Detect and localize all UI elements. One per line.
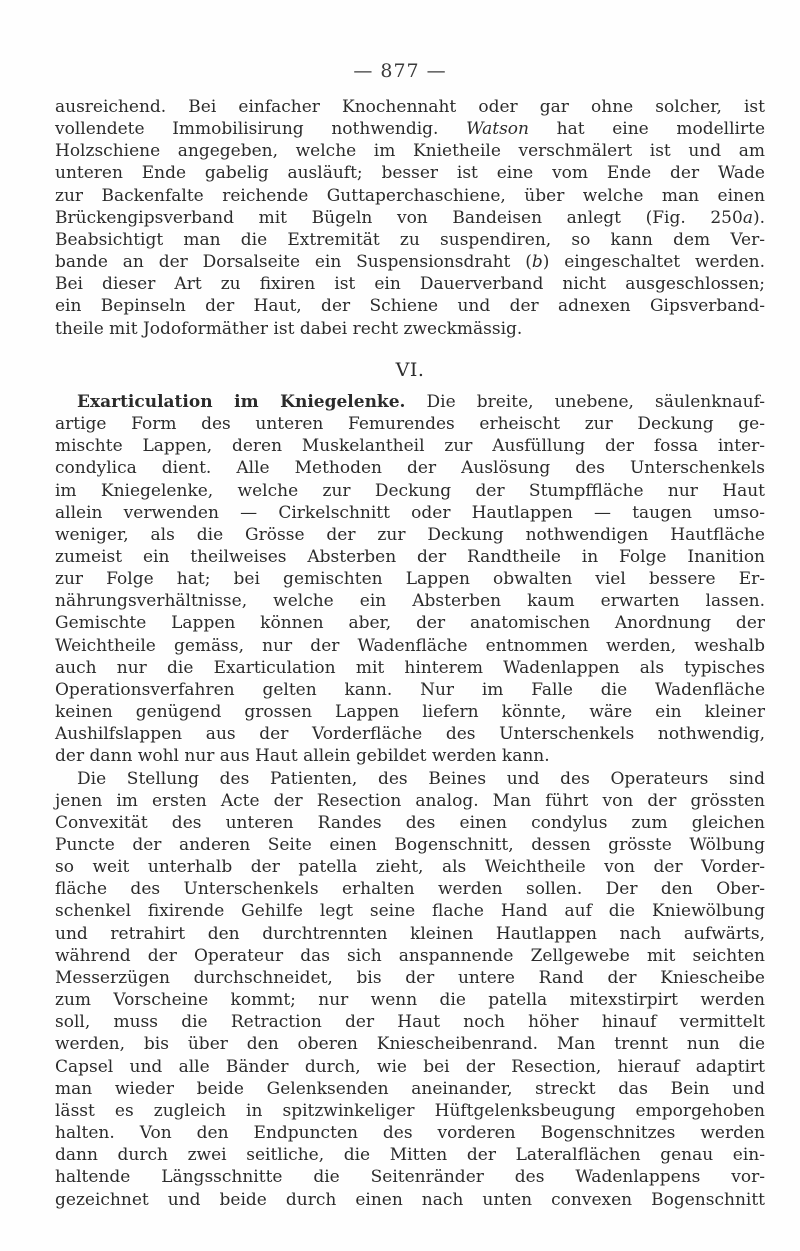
- figure-ref-letter: b: [531, 252, 543, 273]
- text-line: jenen im ersten Acte der Resection analog. Man führt von der grössten: [55, 790, 765, 811]
- text-line: Operationsverfahren gelten kann. Nur im Falle die Wadenfläche: [55, 679, 765, 700]
- text-line: Aushilfslappen aus der Vorderfläche des Unterschenkels nothwendig,: [55, 724, 765, 745]
- text-line: Beabsichtigt man die Extremität zu suspendiren, so kann dem Ver-: [55, 229, 765, 250]
- text-line: während der Operateur das sich anspannende Zellgewebe mit seichten: [55, 945, 765, 966]
- page-body: [55, 96, 765, 1211]
- section-heading: VI.: [395, 358, 425, 381]
- text-line: zumeist ein theilweises Absterben der Randtheile in Folge Inanition: [55, 546, 765, 567]
- section-title: Exarticulation im Kniegelenke.: [77, 391, 406, 412]
- text-line: schenkel fixirende Gehilfe legt seine flache Hand auf die Kniewölbung: [55, 901, 765, 922]
- text-segment: Brückengipsverband mit Bügeln von Bandeisen anlegt (Fig. 250: [55, 207, 743, 228]
- text-segment: vollendete Immobilisirung nothwendig.: [55, 119, 439, 140]
- text-line: man wieder beide Gelenksenden aneinander, streckt das Bein und: [55, 1078, 765, 1099]
- text-line: [55, 207, 765, 229]
- text-line: haltende Längsschnitte die Seitenränder des Wadenlappens vor-: [55, 1167, 765, 1188]
- text-line: condylica dient. Alle Methoden der Auslösung des Unterschenkels: [55, 458, 765, 479]
- text-line: Messerzügen durchschneidet, bis der untere Rand der Kniescheibe: [55, 967, 765, 988]
- text-line: gezeichnet und beide durch einen nach unten convexen Bogenschnitt: [55, 1189, 765, 1210]
- text-segment: ) eingeschaltet werden.: [542, 252, 765, 273]
- text-line: fläche des Unterschenkels erhalten werden sollen. Der den Ober-: [55, 879, 765, 900]
- text-line: nährungsverhältnisse, welche ein Absterben kaum erwarten lassen.: [55, 591, 765, 612]
- text-line: zur Folge hat; bei gemischten Lappen obwalten viel bessere Er-: [55, 569, 765, 590]
- text-line: [55, 118, 765, 140]
- text-line: zur Backenfalte reichende Guttaperchaschiene, über welche man einen: [55, 185, 765, 206]
- page-number: — 877 —: [353, 60, 447, 82]
- author-name-watson: Watson: [466, 119, 529, 140]
- text-line: weniger, als die Grösse der zur Deckung nothwendigen Hautfläche: [55, 524, 765, 545]
- figure-ref-letter: a: [742, 207, 753, 228]
- text-line: mischte Lappen, deren Muskelantheil zur Ausfüllung der fossa inter-: [55, 436, 765, 457]
- text-segment: bande an der Dorsalseite ein Suspensionsdraht (: [55, 252, 532, 273]
- text-line: Convexität des unteren Randes des einen condylus zum gleichen: [55, 812, 765, 833]
- text-line: im Kniegelenke, welche zur Deckung der Stumpffläche nur Haut: [55, 480, 765, 501]
- text-line: dann durch zwei seitliche, die Mitten der Lateralflächen genau ein-: [55, 1145, 765, 1166]
- text-line: der dann wohl nur aus Haut allein gebildet werden kann.: [55, 746, 550, 767]
- text-line: [55, 251, 765, 273]
- text-line: auch nur die Exarticulation mit hinterem Wadenlappen als typisches: [55, 657, 765, 678]
- text-line: zum Vorscheine kommt; nur wenn die patella mitexstirpirt werden: [55, 990, 765, 1011]
- text-segment: hat eine modellirte: [556, 119, 765, 140]
- text-line: ausreichend. Bei einfacher Knochennaht oder gar ohne solcher, ist: [55, 97, 765, 117]
- text-line: Gemischte Lappen können aber, der anatomischen Anordnung der: [55, 613, 765, 634]
- text-line: soll, muss die Retraction der Haut noch höher hinauf vermittelt: [55, 1012, 765, 1033]
- text-line: ein Bepinseln der Haut, der Schiene und der adnexen Gipsverband-: [55, 296, 765, 317]
- text-line: [55, 391, 765, 413]
- text-line: und retrahirt den durchtrennten kleinen Hautlappen nach aufwärts,: [55, 923, 765, 944]
- text-line: lässt es zugleich in spitzwinkeliger Hüftgelenksbeugung emporgehoben: [55, 1100, 765, 1121]
- text-line: Bei dieser Art zu fixiren ist ein Dauerverband nicht ausgeschlossen;: [55, 274, 765, 295]
- text-line: allein verwenden — Cirkelschnitt oder Hautlappen — taugen umso-: [55, 502, 765, 523]
- text-line: Puncte der anderen Seite einen Bogenschnitt, dessen grösste Wölbung: [55, 835, 765, 855]
- text-segment: ).: [752, 207, 765, 228]
- text-line: so weit unterhalb der patella zieht, als Weichtheile von der Vorder-: [55, 857, 765, 878]
- text-line: theile mit Jodoformäther ist dabei recht zweckmässig.: [55, 318, 523, 339]
- text-line: Holzschiene angegeben, welche im Knietheile verschmälert ist und am: [55, 141, 765, 162]
- text-line: artige Form des unteren Femurendes erheischt zur Deckung ge-: [55, 414, 765, 435]
- text-line: unteren Ende gabelig ausläuft; besser ist eine vom Ende der Wade: [55, 163, 765, 184]
- text-line: halten. Von den Endpuncten des vorderen Bogenschnitzes werden: [55, 1123, 765, 1144]
- text-line: Weichtheile gemäss, nur der Wadenfläche entnommen werden, weshalb: [55, 635, 765, 656]
- text-line: Capsel und alle Bänder durch, wie bei der Resection, hierauf adaptirt: [55, 1056, 765, 1077]
- text-line: Die Stellung des Patienten, des Beines und des Operateurs sind: [77, 768, 765, 789]
- text-line: werden, bis über den oberen Kniescheibenrand. Man trennt nun die: [55, 1034, 765, 1055]
- text-segment: Die breite, unebene, säulenknauf-: [426, 391, 765, 412]
- text-line: keinen genügend grossen Lappen liefern könnte, wäre ein kleiner: [55, 702, 765, 723]
